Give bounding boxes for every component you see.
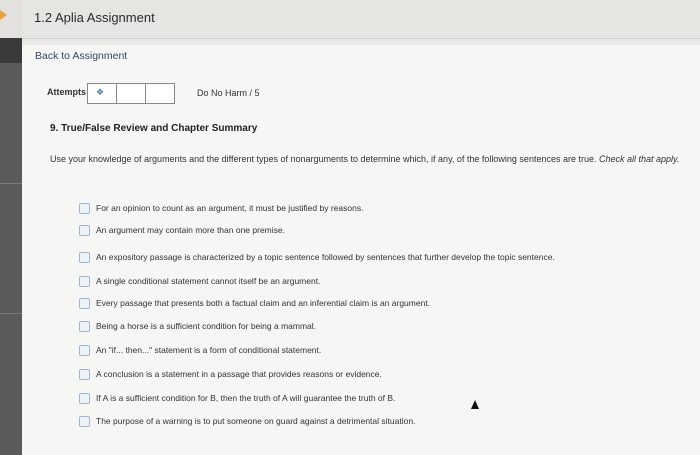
checkbox[interactable] bbox=[79, 345, 90, 356]
option-label: Every passage that presents both a factual claim and an inferential claim is an argument. bbox=[96, 298, 431, 308]
checkbox[interactable] bbox=[79, 203, 90, 214]
page-title: 1.2 Aplia Assignment bbox=[34, 10, 155, 25]
page-header bbox=[22, 0, 700, 39]
option-label: The purpose of a warning is to put someone on guard against a detrimental situation. bbox=[96, 416, 416, 426]
back-to-assignment-link[interactable]: Back to Assignment bbox=[35, 50, 128, 62]
checkbox[interactable] bbox=[79, 321, 90, 332]
attempt-box bbox=[146, 84, 174, 103]
checkbox[interactable] bbox=[79, 298, 90, 309]
option-label: Being a horse is a sufficient condition for being a mammal. bbox=[96, 321, 317, 331]
assignment-content bbox=[22, 45, 700, 455]
checkbox[interactable] bbox=[79, 276, 90, 287]
attempt-box bbox=[88, 84, 117, 103]
option-7[interactable] bbox=[79, 343, 321, 357]
attempt-active-icon: ❖ bbox=[96, 87, 105, 97]
option-2[interactable] bbox=[79, 223, 285, 237]
rail-divider bbox=[0, 183, 22, 184]
current-item-marker-icon bbox=[0, 10, 7, 20]
option-label: An expository passage is characterized by a topic sentence followed by sentences that further develop the topic sentence. bbox=[96, 252, 555, 262]
checkbox[interactable] bbox=[79, 416, 90, 427]
attempt-indicator bbox=[87, 83, 175, 104]
option-3[interactable] bbox=[79, 250, 555, 264]
instructions-text: Use your knowledge of arguments and the different types of nonarguments to determine which, if any, of the following sentences are true. bbox=[50, 154, 599, 164]
checkbox[interactable] bbox=[79, 369, 90, 380]
rail-body bbox=[0, 63, 22, 455]
option-label: A single conditional statement cannot itself be an argument. bbox=[96, 276, 321, 286]
option-label: For an opinion to count as an argument, it must be justified by reasons. bbox=[96, 203, 364, 213]
question-title: 9. True/False Review and Chapter Summary bbox=[50, 123, 258, 134]
instructions-check-all: Check all that apply. bbox=[598, 154, 680, 164]
attempt-box bbox=[117, 84, 146, 103]
option-label: A conclusion is a statement in a passage that provides reasons or evidence. bbox=[96, 369, 382, 379]
option-label: An argument may contain more than one premise. bbox=[96, 225, 285, 235]
option-1[interactable] bbox=[79, 201, 363, 215]
option-4[interactable] bbox=[79, 274, 320, 288]
checkbox[interactable] bbox=[79, 225, 90, 236]
rail-divider bbox=[0, 313, 22, 314]
option-label: If A is a sufficient condition for B, then the truth of A will guarantee the truth of B. bbox=[96, 393, 396, 403]
question-instructions bbox=[50, 152, 690, 167]
attempts-label: Attempts bbox=[47, 87, 87, 97]
checkbox[interactable] bbox=[79, 393, 90, 404]
option-8[interactable] bbox=[79, 367, 382, 381]
option-6[interactable] bbox=[79, 319, 316, 333]
option-label: An "if... then..." statement is a form of conditional statement. bbox=[96, 345, 322, 355]
left-rail bbox=[0, 0, 22, 455]
score-text: Do No Harm / 5 bbox=[197, 88, 260, 98]
mouse-cursor-icon bbox=[471, 400, 479, 409]
option-5[interactable] bbox=[79, 296, 430, 310]
option-10[interactable] bbox=[79, 414, 415, 428]
rail-collapse-toggle[interactable] bbox=[0, 38, 22, 63]
option-9[interactable] bbox=[79, 391, 395, 405]
checkbox[interactable] bbox=[79, 252, 90, 263]
